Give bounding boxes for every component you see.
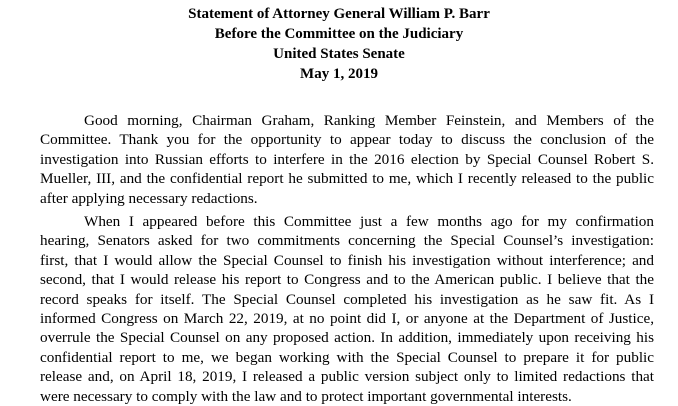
paragraph-line: Good morning, Chairman Graham, Ranking Member Feinstein, and Members of the — [84, 112, 654, 129]
paragraph-line: first, that I would allow the Special Counsel to finish his investigation without interference; and — [40, 251, 654, 269]
paragraph-line: record speaks for itself. The Special Counsel completed his investigation as he saw fit. As I — [40, 290, 654, 308]
statement-heading — [0, 4, 678, 84]
heading-date: May 1, 2019 — [300, 66, 378, 82]
paragraph-line: When I appeared before this Committee just a few months ago for my confirmation — [84, 213, 654, 230]
paragraph-commitments — [40, 212, 654, 406]
paragraph-line: overrule the Special Counsel on any proposed action. In addition, immediately upon receiving his — [40, 329, 654, 347]
paragraph-opening — [40, 111, 654, 208]
paragraph-line: release and, on April 18, 2019, I released a public version subject only to limited redactions that — [40, 368, 654, 386]
heading-title: Statement of Attorney General William P. Barr — [188, 6, 490, 22]
paragraph-line: after applying necessary redactions. — [40, 189, 258, 207]
heading-committee: Before the Committee on the Judiciary — [214, 26, 464, 42]
paragraph-line: second, that I would release his report to Congress and to the American public. I believe that the — [40, 271, 654, 289]
paragraph-line: confidential report to me, we began working with the Special Counsel to prepare it for public — [40, 348, 654, 366]
heading-senate: United States Senate — [273, 46, 405, 62]
paragraph-line: hearing, Senators asked for two commitments concerning the Special Counsel’s investigation: — [40, 232, 654, 250]
paragraph-line: informed Congress on March 22, 2019, at no point did I, or anyone at the Department of Justice, — [40, 309, 654, 327]
paragraph-line: Committee. Thank you for the opportunity to appear today to discuss the conclusion of the — [40, 131, 654, 149]
paragraph-line: Mueller, III, and the confidential report he submitted to me, which I recently released to the public — [40, 170, 654, 188]
paragraph-line: investigation into Russian efforts to interfere in the 2016 election by Special Counsel Robert S. — [40, 150, 654, 168]
paragraph-line: were necessary to comply with the law and to protect important governmental interests. — [40, 387, 572, 405]
